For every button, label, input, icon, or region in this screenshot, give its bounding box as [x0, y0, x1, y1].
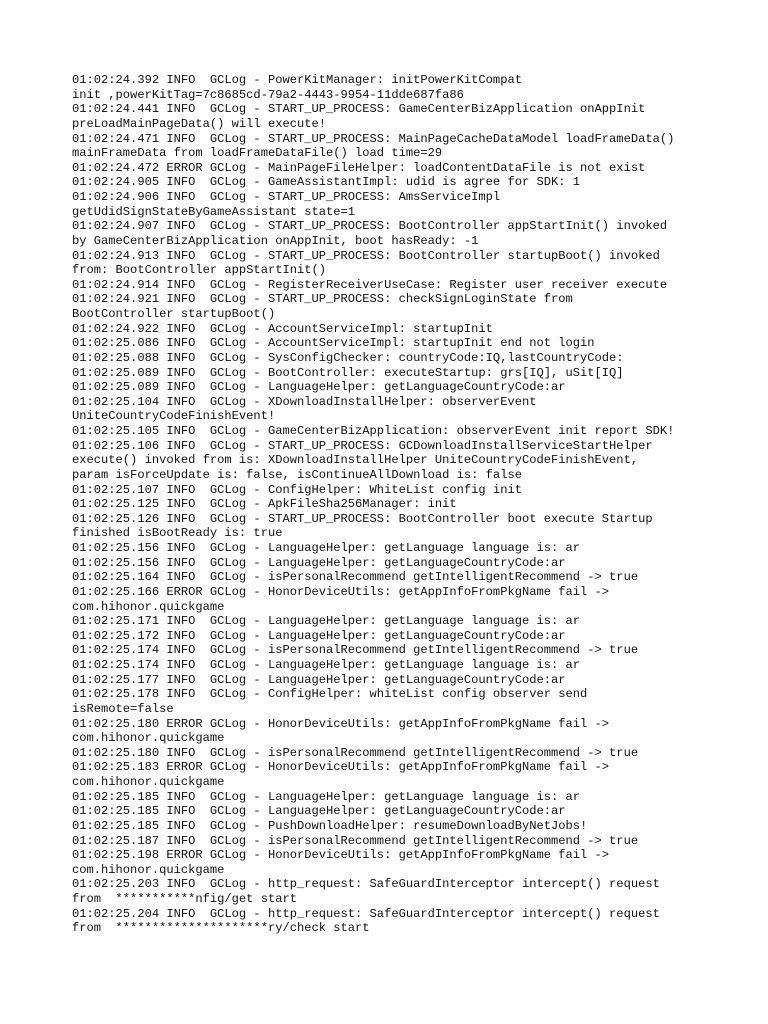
log-line: 01:02:25.178 INFO GCLog - ConfigHelper: whiteList config observer send	[72, 687, 588, 702]
log-line: 01:02:25.203 INFO GCLog - http_request: SafeGuardInterceptor intercept() request	[72, 877, 660, 892]
log-line: 01:02:25.156 INFO GCLog - LanguageHelper: getLanguage language is: ar	[72, 541, 581, 555]
log-line: 01:02:25.183 ERROR GCLog - HonorDeviceUtils: getAppInfoFromPkgName fail ->	[72, 760, 610, 775]
log-line: 01:02:24.905 INFO GCLog - GameAssistantImpl: udid is agree for SDK: 1	[72, 175, 581, 190]
log-line: mainFrameData from loadFrameDataFile() load time=29	[72, 146, 443, 161]
log-line: from: BootController appStartInit()	[72, 263, 327, 278]
log-line: 01:02:25.185 INFO GCLog - PushDownloadHelper: resumeDownloadByNetJobs!	[72, 818, 588, 833]
log-line: 01:02:24.922 INFO GCLog - AccountServiceImpl: startupInit	[72, 321, 493, 336]
log-line: 01:02:24.441 INFO GCLog - START_UP_PROCESS: GameCenterBizApplication onAppInit	[72, 102, 646, 117]
log-line: BootController startupBoot()	[72, 307, 276, 321]
log-line: 01:02:25.187 INFO GCLog - isPersonalRecommend getIntelligentRecommend -> true	[72, 833, 639, 848]
log-line: preLoadMainPageData() will execute!	[72, 116, 327, 131]
log-line: 01:02:25.166 ERROR GCLog - HonorDeviceUtils: getAppInfoFromPkgName fail ->	[72, 584, 610, 599]
log-document	[72, 73, 732, 936]
log-line: 01:02:25.172 INFO GCLog - LanguageHelper: getLanguageCountryCode:ar	[72, 628, 566, 643]
log-line: 01:02:25.174 INFO GCLog - LanguageHelper: getLanguage language is: ar	[72, 658, 581, 672]
log-line: 01:02:24.392 INFO GCLog - PowerKitManager: initPowerKitCompat	[72, 73, 522, 87]
log-line: 01:02:25.104 INFO GCLog - XDownloadInstallHelper: observerEvent	[72, 394, 537, 409]
log-line: 01:02:25.105 INFO GCLog - GameCenterBizApplication: observerEvent init report SDK!	[72, 424, 675, 438]
log-line: 01:02:25.089 INFO GCLog - BootController: executeStartup: grs[IQ], uSit[IQ]	[72, 365, 624, 380]
log-line: 01:02:25.171 INFO GCLog - LanguageHelper: getLanguage language is: ar	[72, 614, 581, 629]
log-line: com.hihonor.quickgame	[72, 731, 225, 746]
log-line: 01:02:24.913 INFO GCLog - START_UP_PROCESS: BootController startupBoot() invoked	[72, 248, 660, 263]
log-line: 01:02:25.185 INFO GCLog - LanguageHelper: getLanguage language is: ar	[72, 789, 581, 804]
log-line: isRemote=false	[72, 701, 174, 716]
log-line: 01:02:24.472 ERROR GCLog - MainPageFileHelper: loadContentDataFile is not exist	[72, 160, 646, 175]
log-line: 01:02:24.907 INFO GCLog - START_UP_PROCESS: BootController appStartInit() invoked	[72, 219, 668, 234]
log-line: 01:02:25.107 INFO GCLog - ConfigHelper: WhiteList config init	[72, 482, 522, 497]
log-line: 01:02:24.471 INFO GCLog - START_UP_PROCESS: MainPageCacheDataModel loadFrameData()	[72, 131, 675, 146]
log-line: getUdidSignStateByGameAssistant state=1	[72, 204, 356, 219]
log-line: 01:02:25.126 INFO GCLog - START_UP_PROCESS: BootController boot execute Startup	[72, 511, 653, 526]
log-line: init ,powerKitTag=7c8685cd-79a2-4443-9954-11dde687fa86	[72, 87, 464, 102]
log-line: finished isBootReady is: true	[72, 526, 283, 541]
log-line: 01:02:25.106 INFO GCLog - START_UP_PROCESS: GCDownloadInstallServiceStartHelper	[72, 438, 653, 453]
log-line: 01:02:25.180 ERROR GCLog - HonorDeviceUtils: getAppInfoFromPkgName fail ->	[72, 716, 610, 731]
log-line: 01:02:25.177 INFO GCLog - LanguageHelper: getLanguageCountryCode:ar	[72, 672, 566, 687]
log-line: com.hihonor.quickgame	[72, 862, 225, 877]
log-line: from *********************ry/check start	[72, 921, 370, 936]
log-line: com.hihonor.quickgame	[72, 599, 225, 614]
log-line: com.hihonor.quickgame	[72, 775, 225, 789]
log-line: 01:02:25.125 INFO GCLog - ApkFileSha256Manager: init	[72, 497, 457, 512]
log-line: from ***********nfig/get start	[72, 892, 297, 906]
log-line: 01:02:25.156 INFO GCLog - LanguageHelper: getLanguageCountryCode:ar	[72, 555, 566, 570]
log-line: 01:02:25.164 INFO GCLog - isPersonalRecommend getIntelligentRecommend -> true	[72, 570, 639, 585]
log-line: 01:02:24.906 INFO GCLog - START_UP_PROCESS: AmsServiceImpl	[72, 190, 501, 204]
log-line: 01:02:25.185 INFO GCLog - LanguageHelper: getLanguageCountryCode:ar	[72, 804, 566, 819]
log-line: 01:02:25.086 INFO GCLog - AccountServiceImpl: startupInit end not login	[72, 336, 595, 351]
log-line: by GameCenterBizApplication onAppInit, boot hasReady: -1	[72, 233, 479, 248]
log-line: 01:02:25.089 INFO GCLog - LanguageHelper: getLanguageCountryCode:ar	[72, 380, 566, 395]
log-line: 01:02:25.204 INFO GCLog - http_request: SafeGuardInterceptor intercept() request	[72, 906, 660, 921]
log-line: 01:02:25.180 INFO GCLog - isPersonalRecommend getIntelligentRecommend -> true	[72, 745, 639, 760]
log-line: 01:02:25.088 INFO GCLog - SysConfigChecker: countryCode:IQ,lastCountryCode:	[72, 350, 624, 365]
log-line: 01:02:25.198 ERROR GCLog - HonorDeviceUtils: getAppInfoFromPkgName fail ->	[72, 848, 610, 863]
log-line: execute() invoked from is: XDownloadInstallHelper UniteCountryCodeFinishEvent,	[72, 453, 639, 468]
log-line: UniteCountryCodeFinishEvent!	[72, 409, 276, 424]
log-line: 01:02:24.921 INFO GCLog - START_UP_PROCESS: checkSignLoginState from	[72, 292, 573, 307]
log-line: 01:02:25.174 INFO GCLog - isPersonalRecommend getIntelligentRecommend -> true	[72, 643, 639, 658]
log-line: param isForceUpdate is: false, isContinueAllDownload is: false	[72, 467, 522, 482]
log-line: 01:02:24.914 INFO GCLog - RegisterReceiverUseCase: Register user receiver execute	[72, 277, 668, 292]
